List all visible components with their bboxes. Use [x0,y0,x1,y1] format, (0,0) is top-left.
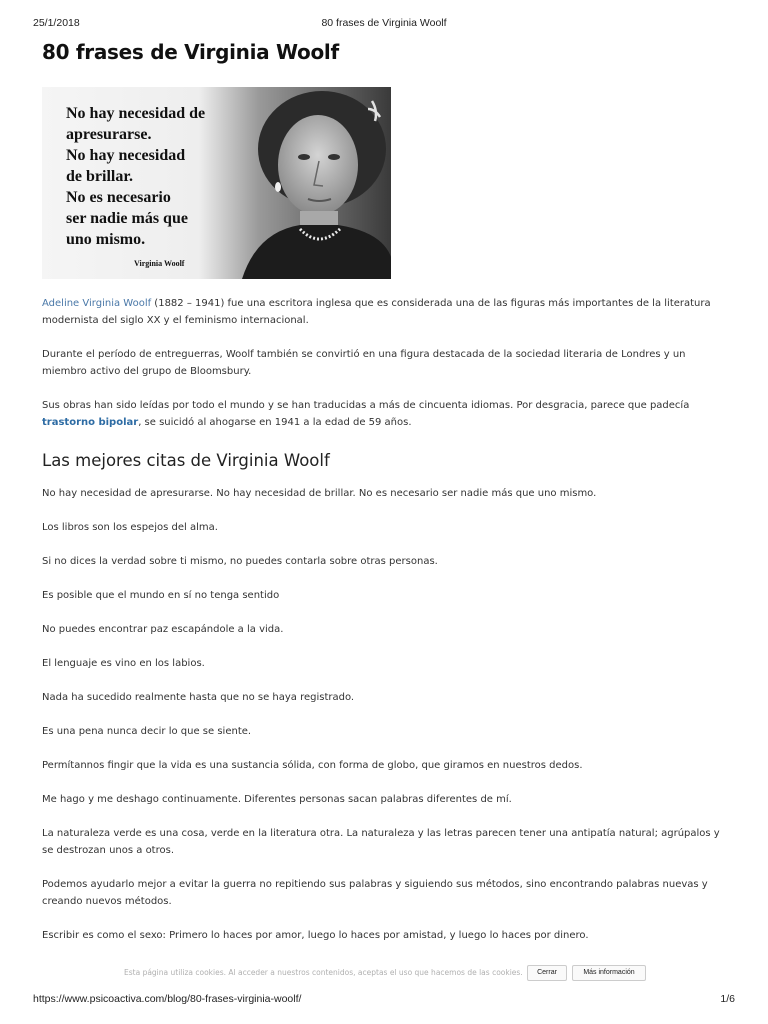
intro-paragraph-3-after: , se suicidó al ahogarse en 1941 a la edad de 59 años. [138,417,412,428]
intro-paragraph-1 [42,295,732,329]
quote-item: Podemos ayudarlo mejor a evitar la guerra no repitiendo sus palabras y siguiendo sus métodos, sino encontrando palabras nuevas y creando nuevos métodos. [42,879,708,907]
intro-paragraph-2: Durante el período de entreguerras, Woolf también se convirtió en una figura destacada de la sociedad literaria de Londres y un miembro activo del grupo de Bloomsbury. [42,349,686,377]
print-url: https://www.psicoactiva.com/blog/80-frases-virginia-woolf/ [33,993,302,1005]
print-page-title: 80 frases de Virginia Woolf [321,17,447,29]
print-footer [33,993,735,1007]
quote-image [42,87,391,279]
quote-item: Me hago y me deshago continuamente. Diferentes personas sacan palabras diferentes de mí. [42,794,512,805]
intro-paragraph-3 [42,397,732,431]
cookie-close-button[interactable]: Cerrar [527,965,567,981]
quote-item: Si no dices la verdad sobre ti mismo, no puedes contarla sobre otras personas. [42,556,438,567]
author-link[interactable]: Adeline Virginia Woolf [42,298,152,309]
print-date: 25/1/2018 [33,17,80,29]
quote-item: Los libros son los espejos del alma. [42,522,218,533]
article [42,38,732,961]
quote-item: La naturaleza verde es una cosa, verde en la literatura otra. La naturaleza y las letras parecen tener una antipatía natural; agrúpalos y se destrozan unos a otros. [42,828,720,856]
page-title: 80 frases de Virginia Woolf [42,40,339,64]
quote-item: Es posible que el mundo en sí no tenga sentido [42,590,280,601]
cookie-banner [124,965,668,981]
intro-paragraph-3-before: Sus obras han sido leídas por todo el mundo y se han traducidas a más de cincuenta idiomas. Por desgracia, parece que padecía [42,400,690,411]
quote-item: El lenguaje es vino en los labios. [42,658,205,669]
quote-item: No puedes encontrar paz escapándole a la vida. [42,624,284,635]
section-title: Las mejores citas de Virginia Woolf [42,451,330,470]
intro-paragraph-1-text: (1882 – 1941) fue una escritora inglesa que es considerada una de las figuras más importantes de la literatura modernista del siglo XX y el feminismo internacional. [42,298,711,326]
quote-item: Escribir es como el sexo: Primero lo haces por amor, luego lo haces por amistad, y luego lo haces por dinero. [42,930,589,941]
quote-item: Nada ha sucedido realmente hasta que no se haya registrado. [42,692,355,703]
cookie-more-info-button[interactable]: Más información [572,965,646,981]
quote-item: No hay necesidad de apresurarse. No hay necesidad de brillar. No es necesario ser nadie más que uno mismo. [42,488,597,499]
image-signature: Virginia Woolf [134,259,185,268]
page-number: 1/6 [720,993,735,1005]
bipolar-link[interactable]: trastorno bipolar [42,417,139,428]
print-header [33,17,735,31]
cookie-message: Esta página utiliza cookies. Al acceder a nuestros contenidos, aceptas el uso que hacemos de las cookies. [124,968,523,977]
image-quote-text: No hay necesidad de apresurarse. No hay necesidad de brillar. No es necesario ser nadie más que uno mismo. [66,105,206,248]
quote-item: Permítannos fingir que la vida es una sustancia sólida, con forma de globo, que giramos en nuestros dedos. [42,760,583,771]
quote-item: Es una pena nunca decir lo que se siente. [42,726,252,737]
quote-list [42,485,732,944]
